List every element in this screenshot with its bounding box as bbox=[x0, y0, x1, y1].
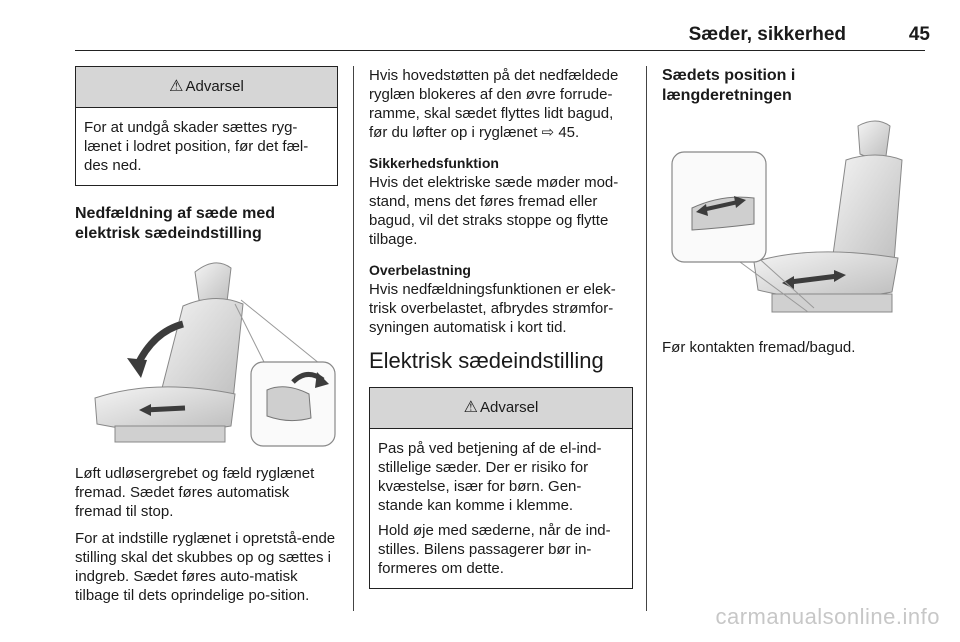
column-2 bbox=[369, 66, 633, 603]
warning-box-2 bbox=[369, 387, 633, 589]
heading-safety-function: Sikkerhedsfunktion bbox=[369, 155, 499, 171]
warning-text-1: Pas på ved betjening af de el-ind-stillelige sæder. Der er risiko for kvæstelse, især for børn. Gen-stande kan komme i klemme. bbox=[378, 440, 602, 514]
watermark: carmanualsonline.info bbox=[715, 604, 940, 629]
warning-body bbox=[76, 108, 337, 185]
paragraph-return-instructions: For at indstille ryglænet i opretstå-ende stilling skal det skubbes op og sættes i indgreb. Sædet føres auto-matisk tilbage til dets oprindelige po-sition. bbox=[75, 530, 336, 604]
section-heading-fold-seat: Nedfældning af sæde med elektrisk sædeindstilling bbox=[75, 205, 276, 242]
header-rule bbox=[75, 50, 925, 51]
warning-icon: ⚠ bbox=[169, 78, 184, 95]
warning-box-1 bbox=[75, 66, 338, 186]
heading-overload: Overbelastning bbox=[369, 262, 471, 278]
page-number: 45 bbox=[908, 24, 930, 45]
seat-slide-illustration bbox=[662, 112, 926, 324]
caption-slide-instructions: Før kontakten fremad/bagud. bbox=[662, 339, 856, 356]
section-heading-electric-seat: Elektrisk sædeindstilling bbox=[369, 348, 604, 373]
warning-title: Advarsel bbox=[479, 399, 539, 416]
warning-icon: ⚠ bbox=[463, 399, 478, 416]
page-ref-icon: ⇨ bbox=[541, 124, 555, 141]
warning-text-2: Hold øje med sæderne, når de ind-stilles. Bilens passagerer bør in-formeres om dette. bbox=[378, 522, 611, 577]
warning-header bbox=[370, 388, 632, 429]
warning-body bbox=[370, 429, 632, 588]
page-title: Sæder, sikkerhed bbox=[688, 24, 846, 45]
column-1 bbox=[75, 66, 338, 613]
paragraph-fold-instructions: Løft udløsergrebet og fæld ryglænet fremad. Sædet føres automatisk fremad til stop. bbox=[75, 465, 315, 520]
column-divider-2 bbox=[646, 66, 647, 611]
section-heading-longitudinal: Sædets position i længderetningen bbox=[662, 67, 796, 104]
column-divider-1 bbox=[353, 66, 354, 611]
warning-header bbox=[76, 67, 337, 108]
paragraph-overload: Hvis nedfældningsfunktionen er elek-trisk overbelastet, afbrydes strømfor-syningen automatisk i kort tid. bbox=[369, 281, 616, 336]
warning-title: Advarsel bbox=[185, 78, 244, 95]
seat-fold-illustration bbox=[75, 250, 338, 454]
paragraph-headrest: Hvis hovedstøtten på det nedfældede ryglæn blokeres af den øvre forrude-ramme, skal sædet flyttes lidt bagud, før du løfter op i ryglænet ⇨ 45. bbox=[369, 67, 619, 141]
page-ref-number[interactable]: 45. bbox=[558, 124, 580, 141]
paragraph-safety-function: Hvis det elektriske sæde møder mod-stand, mens det føres fremad eller bagud, vil det straks stoppe og flytte tilbage. bbox=[369, 174, 619, 248]
warning-text: For at undgå skader sættes ryg-lænet i lodret position, før det fæl-des ned. bbox=[84, 119, 309, 174]
column-3 bbox=[662, 66, 926, 365]
